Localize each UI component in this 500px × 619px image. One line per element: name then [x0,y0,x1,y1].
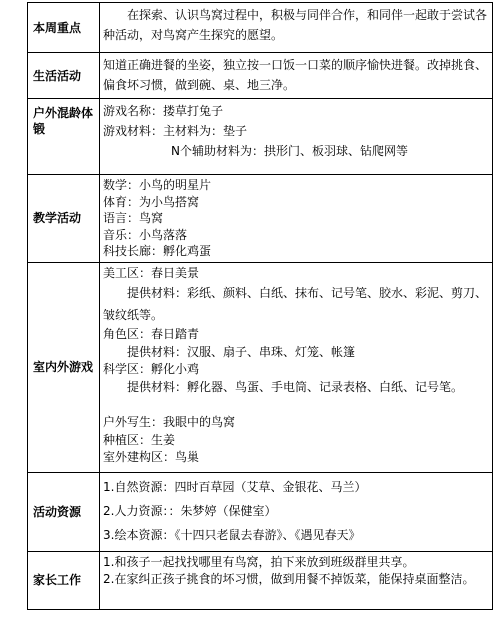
life-activity-text: 知道正确进餐的坐姿，独立按一口饭一口菜的顺序愉快进餐。改掉挑食、偏食坏习惯，做到碗、桌、地三净。 [103,58,488,92]
teaching-line-pe: 体育：为小鸟搭窝 [103,194,200,209]
parents-line-2: 2.在家纠正孩子挑食的坏习惯，做到用餐不掉饭菜，能保持桌面整洁。 [103,571,475,586]
content-weekly-focus [100,3,493,53]
play-building: 室外建构区：鸟巢 [103,450,200,464]
label-resources: 活动资源 [28,472,100,551]
row-resources [28,472,493,551]
row-play [28,262,493,472]
content-life-activity [100,53,493,99]
content-play [100,262,493,472]
outdoor-line-main-material: 游戏材料：主材料为：垫子 [103,124,248,138]
weekly-focus-text: 在探索、认识鸟窝过程中，积极与同伴合作，和同伴一起敢于尝试各种活动，对鸟窝产生探究的愿望。 [103,8,488,42]
label-outdoor-exercise: 户外混龄体锻 [28,99,100,175]
row-weekly-focus [28,3,493,53]
play-role-materials: 提供材料：汉服、扇子、串珠、灯笼、帐篷 [127,344,356,359]
label-play: 室内外游戏 [28,262,100,472]
content-parents [100,551,493,609]
play-science-materials: 提供材料：孵化器、鸟蛋、手电筒、记录表格、白纸、记号笔。 [127,379,464,394]
play-sketch: 户外写生：我眼中的鸟窝 [103,415,236,429]
content-outdoor-exercise [100,99,493,175]
label-parents: 家长工作 [28,551,100,609]
play-art-materials: 提供材料：彩纸、颜料、白纸、抹布、记号笔、胶水、彩泥、剪刀、皱纹纸等。 [103,286,488,322]
resources-line-natural: 1.自然资源：四时百草园（艾草、金银花、马兰） [103,479,367,494]
outdoor-line-aux-material: N个辅助材料为：拱形门、板羽球、钻爬网等 [171,144,408,158]
content-resources [100,472,493,551]
play-art-title: 美工区：春日美景 [103,265,200,280]
row-life-activity [28,53,493,99]
play-planting: 种植区：生姜 [103,432,176,447]
label-teaching: 教学活动 [28,175,100,263]
parents-line-1: 1.和孩子一起找找哪里有鸟窝，拍下来放到班级群里共享。 [103,554,415,569]
label-life-activity: 生活活动 [28,53,100,99]
teaching-line-music: 音乐：小鸟落落 [103,227,188,242]
play-science-title: 科学区：孵化小鸡 [103,362,200,376]
teaching-line-science: 科技长廊：孵化鸡蛋 [103,244,212,258]
resources-line-human: 2.人力资源：：朱梦婷（保健室） [103,503,277,518]
teaching-line-math: 数学：小鸟的明星片 [103,178,212,192]
outdoor-line-game-name: 游戏名称：搂草打兔子 [103,104,224,118]
weekly-plan-table [27,2,493,610]
teaching-line-language: 语言：鸟窝 [103,211,164,225]
row-outdoor-exercise [28,99,493,175]
row-teaching [28,175,493,263]
content-teaching [100,175,493,263]
row-parents [28,551,493,609]
resources-line-picture-books: 3.绘本资源：《十四只老鼠去春游》、《遇见春天》 [103,527,361,542]
label-weekly-focus: 本周重点 [28,3,100,53]
play-spacer [103,396,488,414]
play-role-title: 角色区：春日踏青 [103,327,200,341]
